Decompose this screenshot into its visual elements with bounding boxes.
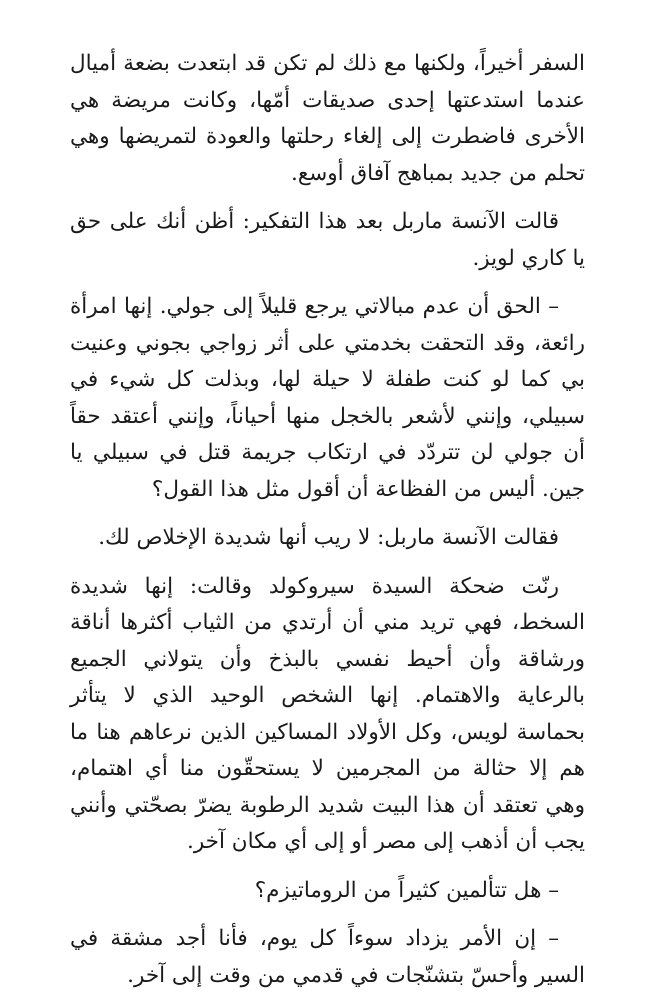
paragraph: – إن الأمر يزداد سوءاً كل يوم، فأنا أجد مشقة في السير وأحسّ بتشنّجات في قدمي من وقت إلى آخر. xyxy=(70,926,585,988)
paragraph: فقالت الآنسة ماربل: لا ريب أنها شديدة الإخلاص لك. xyxy=(98,525,559,550)
paragraph: السفر أخيراً، ولكنها مع ذلك لم تكن قد ابتعدت بضعة أميال عندما استدعتها إحدى صديقات أمّها، وكانت مريضة هي الأخرى فاضطرت إلى إلغاء رحلتها والعودة لتمريضها وهي تحلم من جديد بمباهج آفاق أوسع. xyxy=(70,51,585,186)
paragraph: – الحق أن عدم مبالاتي يرجع قليلاً إلى جولي. إنها امرأة رائعة، وقد التحقت بخدمتي على أثر زواجي بجوني وعنيت بي كما لو كنت طفلة لا حيلة لها، وبذلت كل شيء في سبيلي، وإنني لأشعر بالخجل منها أحياناً، وإنني أعتقد حقاً أن جولي لن تتردّد في ارتكاب جريمة قتل في سبيلي يا جين. أليس من الفظاعة أن أقول مثل هذا القول؟ xyxy=(70,294,585,502)
paragraph: قالت الآنسة ماربل بعد هذا التفكير: أظن أنك على حق يا كاري لويز. xyxy=(70,209,585,271)
book-page xyxy=(70,46,585,1006)
paragraph: – هل تتألمين كثيراً من الروماتيزم؟ xyxy=(254,877,559,903)
paragraph: رنّت ضحكة السيدة سيروكولد وقالت: إنها شديدة السخط، فهي تريد مني أن أرتدي من الثياب أكثرها أناقة ورشاقة وأن أحيط نفسي بالبذخ وأن يتولاني الجميع بالرعاية والاهتمام. إنها الشخص الوحيد الذي لا يتأثر بحماسة لويس، وكل الأولاد المساكين الذين نرعاهم هنا ما هم إلا حثالة من المجرمين لا يستحقّون منا أي اهتمام، وهي تعتقد أن هذا البيت شديد الرطوبة يضرّ بصحّتي وأنني يجب أن أذهب إلى مصر أو إلى أي مكان آخر. xyxy=(70,573,585,854)
